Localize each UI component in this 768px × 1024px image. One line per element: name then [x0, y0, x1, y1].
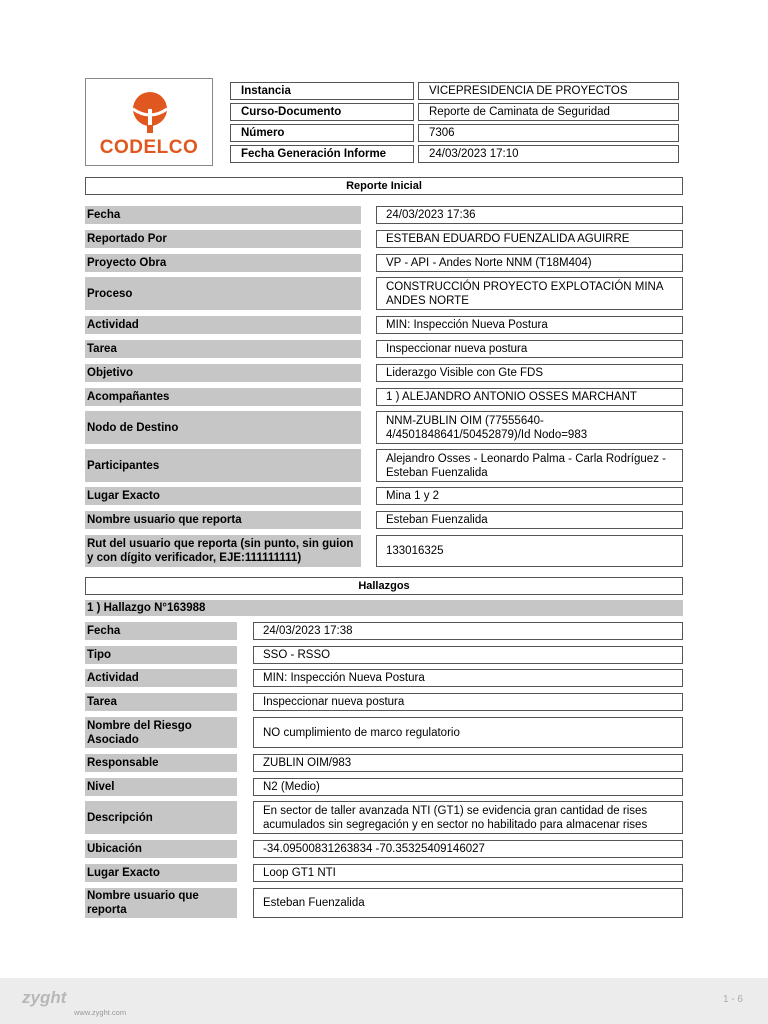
ri-value-tarea: Inspeccionar nueva postura [376, 340, 683, 358]
h-value-tipo: SSO - RSSO [253, 646, 683, 664]
h-value-tarea: Inspeccionar nueva postura [253, 693, 683, 711]
h-value-descripcion: En sector de taller avanzada NTI (GT1) se evidencia gran cantidad de rises acumulados sin segregación y en sector no habilitado para almacenar rises [253, 801, 683, 834]
header-label-numero: Número [230, 124, 414, 142]
h-value-actividad: MIN: Inspección Nueva Postura [253, 669, 683, 687]
h-label-nombre-riesgo: Nombre del Riesgo Asociado [85, 717, 237, 748]
ri-value-participantes: Alejandro Osses - Leonardo Palma - Carla Rodríguez - Esteban Fuenzalida [376, 449, 683, 482]
header-value-instancia: VICEPRESIDENCIA DE PROYECTOS [418, 82, 679, 100]
header-value-curso: Reporte de Caminata de Seguridad [418, 103, 679, 121]
ri-value-lugar-exacto: Mina 1 y 2 [376, 487, 683, 505]
ri-label-nodo-destino: Nodo de Destino [85, 411, 361, 444]
ri-value-nombre-usuario: Esteban Fuenzalida [376, 511, 683, 529]
h-value-nombre-riesgo: NO cumplimiento de marco regulatorio [253, 717, 683, 748]
h-value-nombre-usuario: Esteban Fuenzalida [253, 888, 683, 918]
ri-label-objetivo: Objetivo [85, 364, 361, 382]
header-value-fecha-generacion: 24/03/2023 17:10 [418, 145, 679, 163]
footer-url: www.zyght.com [74, 1008, 127, 1017]
h-label-tipo: Tipo [85, 646, 237, 664]
ri-label-nombre-usuario: Nombre usuario que reporta [85, 511, 361, 529]
h-label-tarea: Tarea [85, 693, 237, 711]
page-number: 1 - 6 [722, 994, 743, 1005]
codelco-emblem-icon [123, 91, 177, 135]
h-label-lugar-exacto: Lugar Exacto [85, 864, 237, 882]
ri-label-actividad: Actividad [85, 316, 361, 334]
h-label-actividad: Actividad [85, 669, 237, 687]
h-value-nivel: N2 (Medio) [253, 778, 683, 796]
header-value-numero: 7306 [418, 124, 679, 142]
ri-value-reportado-por: ESTEBAN EDUARDO FUENZALIDA AGUIRRE [376, 230, 683, 248]
hallazgo-item-title: 1 ) Hallazgo N°163988 [85, 600, 683, 616]
ri-value-nodo-destino: NNM-ZUBLIN OIM (77555640-4/4501848641/50452879)/Id Nodo=983 [376, 411, 683, 444]
header-label-curso: Curso-Documento [230, 103, 414, 121]
ri-label-reportado-por: Reportado Por [85, 230, 361, 248]
h-label-nombre-usuario: Nombre usuario que reporta [85, 888, 237, 918]
ri-label-proceso: Proceso [85, 277, 361, 310]
h-label-ubicacion: Ubicación [85, 840, 237, 858]
h-value-responsable: ZUBLIN OIM/983 [253, 754, 683, 772]
ri-value-actividad: MIN: Inspección Nueva Postura [376, 316, 683, 334]
ri-value-rut-usuario: 133016325 [376, 535, 683, 567]
ri-label-fecha: Fecha [85, 206, 361, 224]
zyght-logo: zyght [22, 988, 67, 1007]
section-title-reporte-inicial: Reporte Inicial [85, 177, 683, 195]
h-label-descripcion: Descripción [85, 801, 237, 834]
header-label-fecha-generacion: Fecha Generación Informe [230, 145, 414, 163]
h-label-fecha: Fecha [85, 622, 237, 640]
h-value-ubicacion: -34.09500831263834 -70.35325409146027 [253, 840, 683, 858]
h-label-nivel: Nivel [85, 778, 237, 796]
ri-label-acompanantes: Acompañantes [85, 388, 361, 406]
page-footer [0, 978, 768, 1024]
ri-value-acompanantes: 1 ) ALEJANDRO ANTONIO OSSES MARCHANT [376, 388, 683, 406]
ri-label-tarea: Tarea [85, 340, 361, 358]
h-value-lugar-exacto: Loop GT1 NTI [253, 864, 683, 882]
ri-value-objetivo: Liderazgo Visible con Gte FDS [376, 364, 683, 382]
header-label-instancia: Instancia [230, 82, 414, 100]
h-value-fecha: 24/03/2023 17:38 [253, 622, 683, 640]
h-label-responsable: Responsable [85, 754, 237, 772]
logo-text: CODELCO [99, 137, 199, 158]
ri-label-participantes: Participantes [85, 449, 361, 482]
section-title-hallazgos: Hallazgos [85, 577, 683, 595]
ri-label-rut-usuario: Rut del usuario que reporta (sin punto, sin guion y con dígito verificador, EJE:111111111) [85, 535, 361, 567]
codelco-logo [85, 78, 213, 166]
ri-value-proyecto-obra: VP - API - Andes Norte NNM (T18M404) [376, 254, 683, 272]
ri-value-fecha: 24/03/2023 17:36 [376, 206, 683, 224]
ri-label-lugar-exacto: Lugar Exacto [85, 487, 361, 505]
ri-label-proyecto-obra: Proyecto Obra [85, 254, 361, 272]
ri-value-proceso: CONSTRUCCIÓN PROYECTO EXPLOTACIÓN MINA ANDES NORTE [376, 277, 683, 310]
